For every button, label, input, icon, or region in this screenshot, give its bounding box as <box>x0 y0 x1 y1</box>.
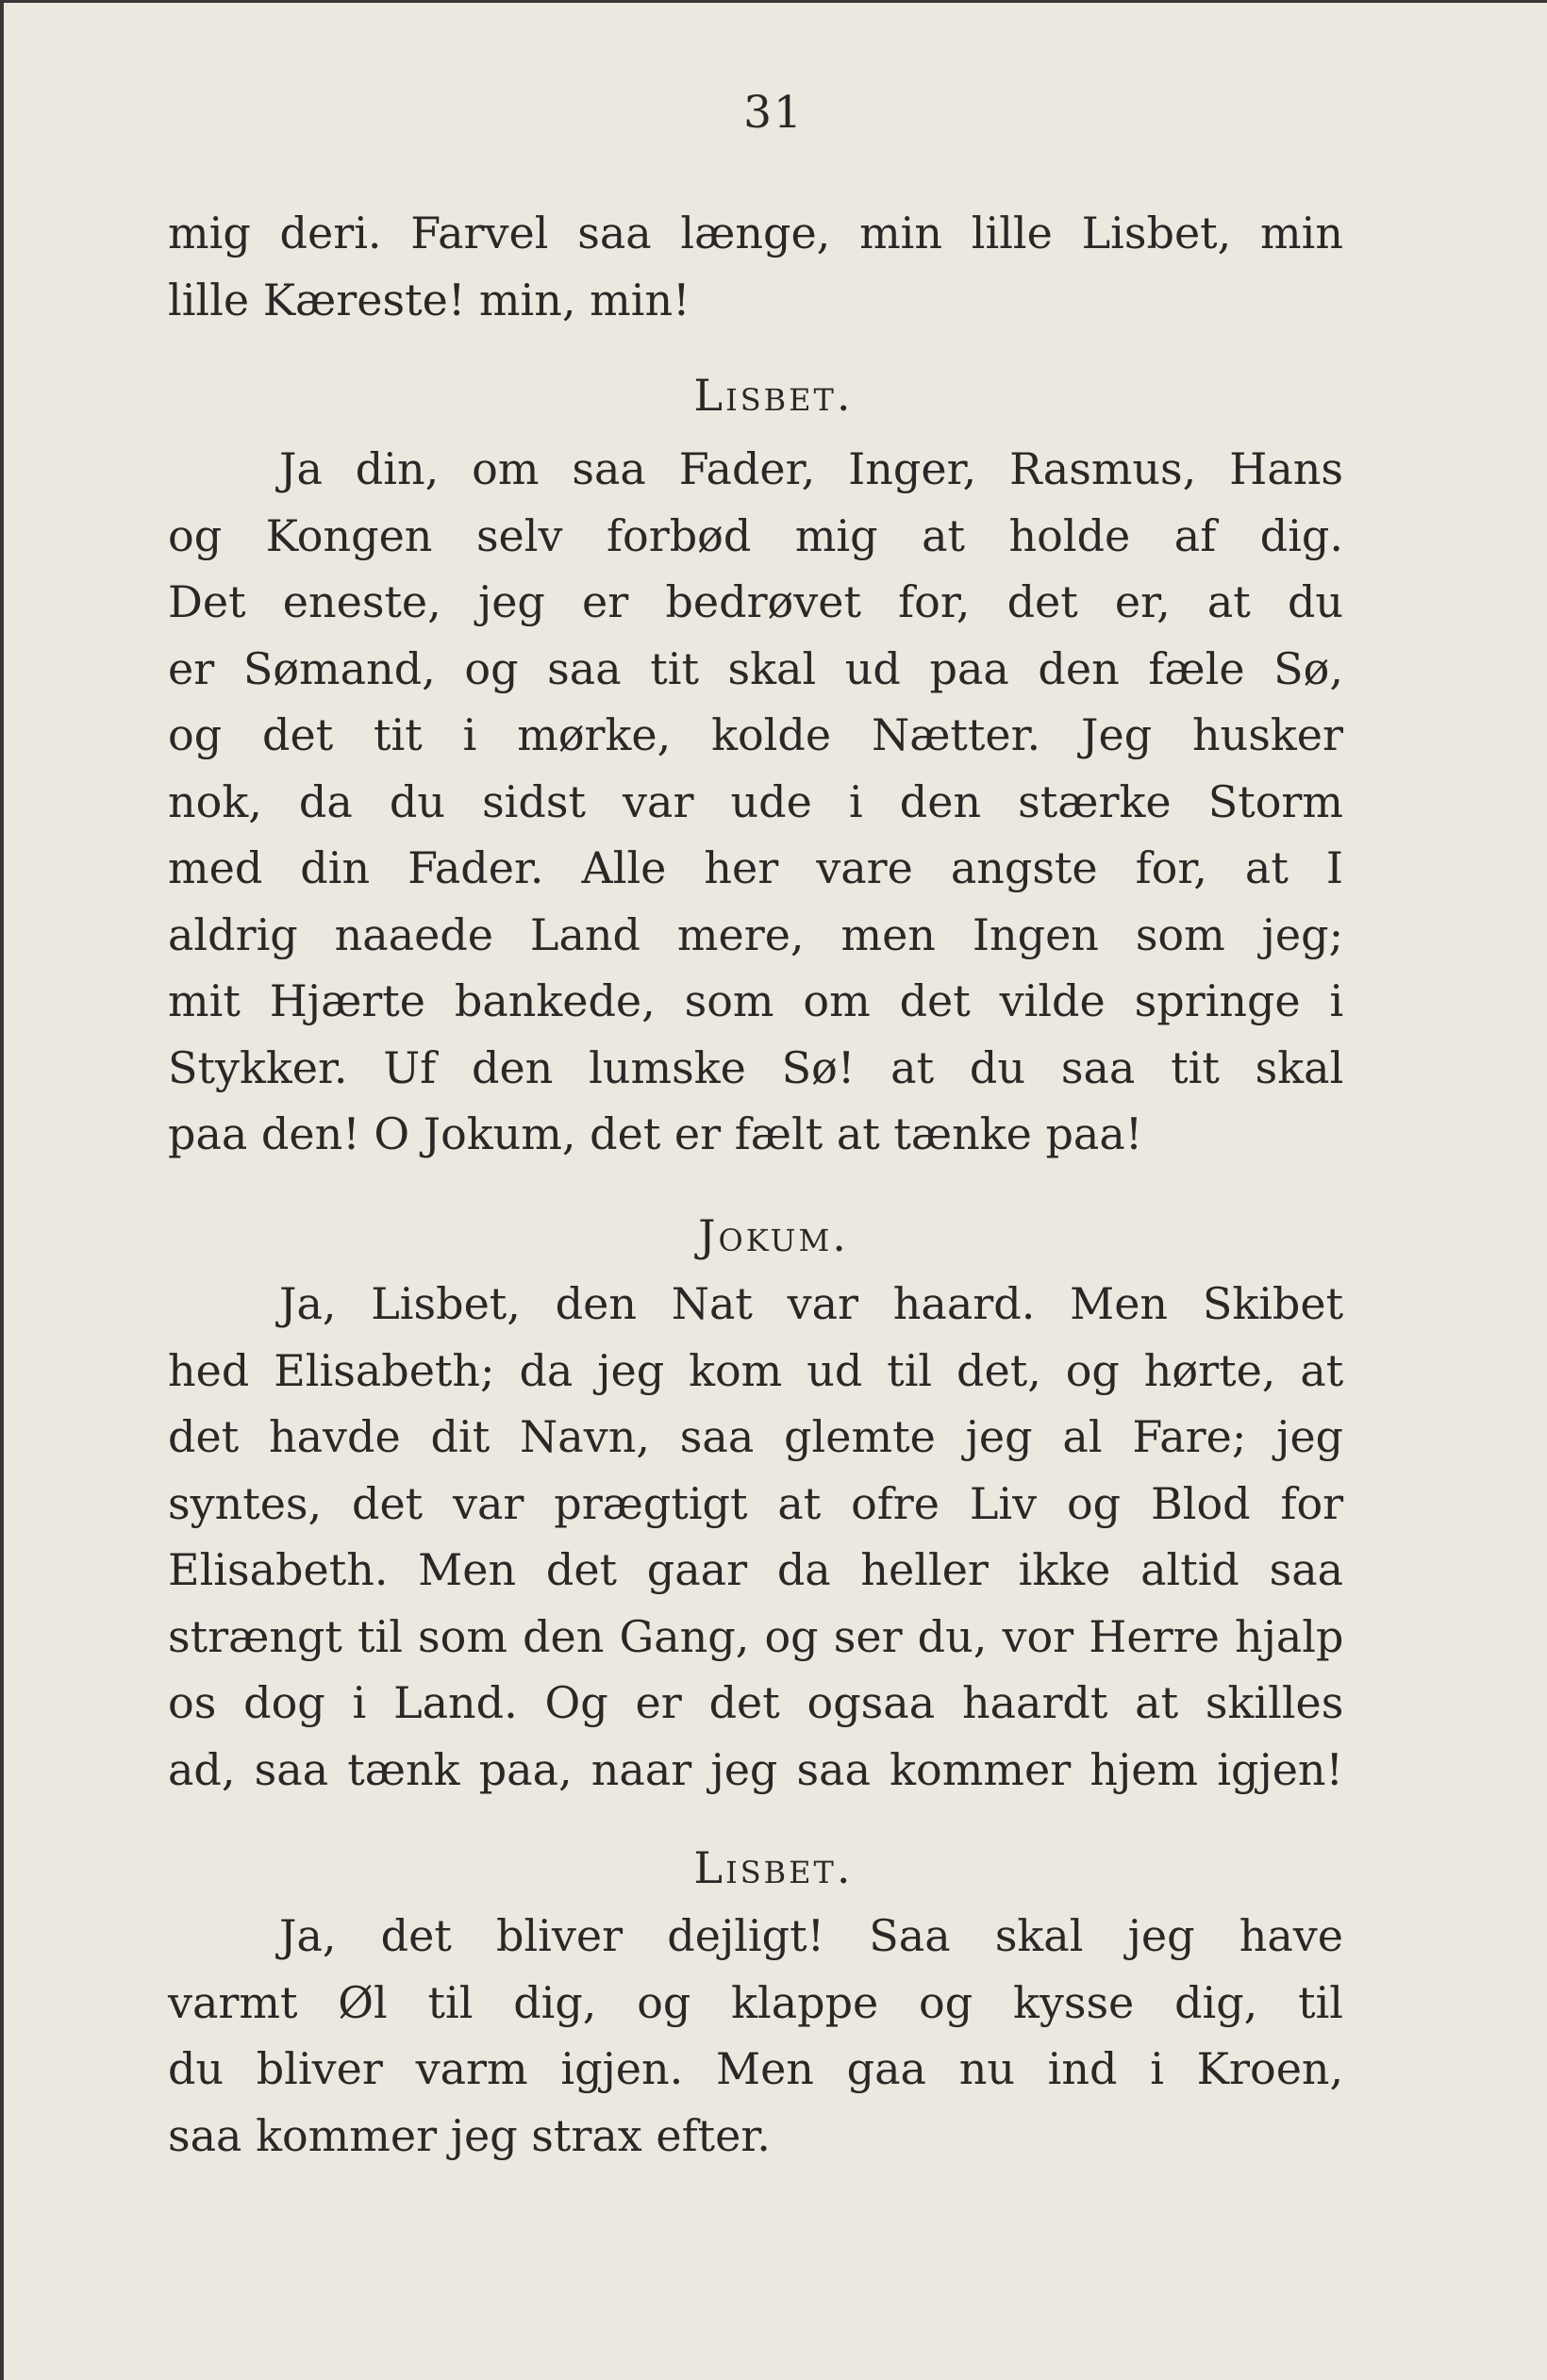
text-line: paa den! O Jokum, det er fælt at tænke paa! <box>168 1108 1143 1159</box>
text-line: aldrig naaede Land mere, men Ingen som jeg; <box>168 908 1344 960</box>
text-line: hed Elisabeth; da jeg kom ud til det, og hørte, at <box>168 1344 1344 1396</box>
text-line: og det tit i mørke, kolde Nætter. Jeg husker <box>168 709 1343 760</box>
text-line: syntes, det var prægtigt at ofre Liv og Blod for <box>168 1477 1344 1529</box>
text-line: er Sømand, og saa tit skal ud paa den fæle Sø, <box>168 642 1343 694</box>
speaker-heading-lisbet: Lisbet. <box>693 370 854 421</box>
text-line: mit Hjærte bankede, som om det vilde springe i <box>168 975 1344 1026</box>
paragraph-continuation <box>168 200 1343 333</box>
text-line: Det eneste, jeg er bedrøvet for, det er, at du <box>168 576 1344 627</box>
text-line: Ja, Lisbet, den Nat var haard. Men Skibet <box>279 1278 1344 1329</box>
paragraph-lisbet-2 <box>168 1903 1343 2169</box>
page-left-edge <box>0 0 4 2380</box>
text-line: du bliver varm igjen. Men gaa nu ind i Kroen, <box>168 2043 1344 2094</box>
text-line: nok, da du sidst var ude i den stærke Storm <box>168 775 1343 827</box>
text-line: strængt til som den Gang, og ser du, vor Herre hjalp <box>168 1610 1344 1662</box>
page-top-edge <box>0 0 1547 3</box>
text-line: Ja din, om saa Fader, Inger, Rasmus, Hans <box>279 443 1343 494</box>
text-line: ad, saa tænk paa, naar jeg saa kommer hjem igjen! <box>168 1743 1344 1795</box>
text-line: mig deri. Farvel saa længe, min lille Lisbet, min <box>168 208 1343 258</box>
text-line: saa kommer jeg strax efter. <box>168 2109 771 2161</box>
paragraph-jokum <box>168 1271 1343 1803</box>
speaker-heading-jokum: Jokum. <box>698 1210 849 1261</box>
text-line: varmt Øl til dig, og klappe og kysse dig, til <box>168 1976 1343 2028</box>
text-line: og Kongen selv forbød mig at holde af dig. <box>168 509 1343 561</box>
speaker-heading-lisbet-2: Lisbet. <box>693 1842 854 1893</box>
text-line: os dog i Land. Og er det ogsaa haardt at skilles <box>168 1677 1344 1728</box>
text-line: det havde dit Navn, saa glemte jeg al Fare; jeg <box>168 1411 1344 1462</box>
text-line: Ja, det bliver dejligt! Saa skal jeg have <box>279 1910 1344 1961</box>
page-number: 31 <box>743 87 804 139</box>
text-line: Stykker. Uf den lumske Sø! at du saa tit skal <box>168 1041 1344 1093</box>
paragraph-lisbet-1 <box>168 436 1343 1168</box>
text-line: Elisabeth. Men det gaar da heller ikke altid saa <box>168 1544 1344 1595</box>
text-line: med din Fader. Alle her vare angste for, at I <box>168 842 1343 893</box>
text-line: lille Kæreste! min, min! <box>168 274 690 325</box>
